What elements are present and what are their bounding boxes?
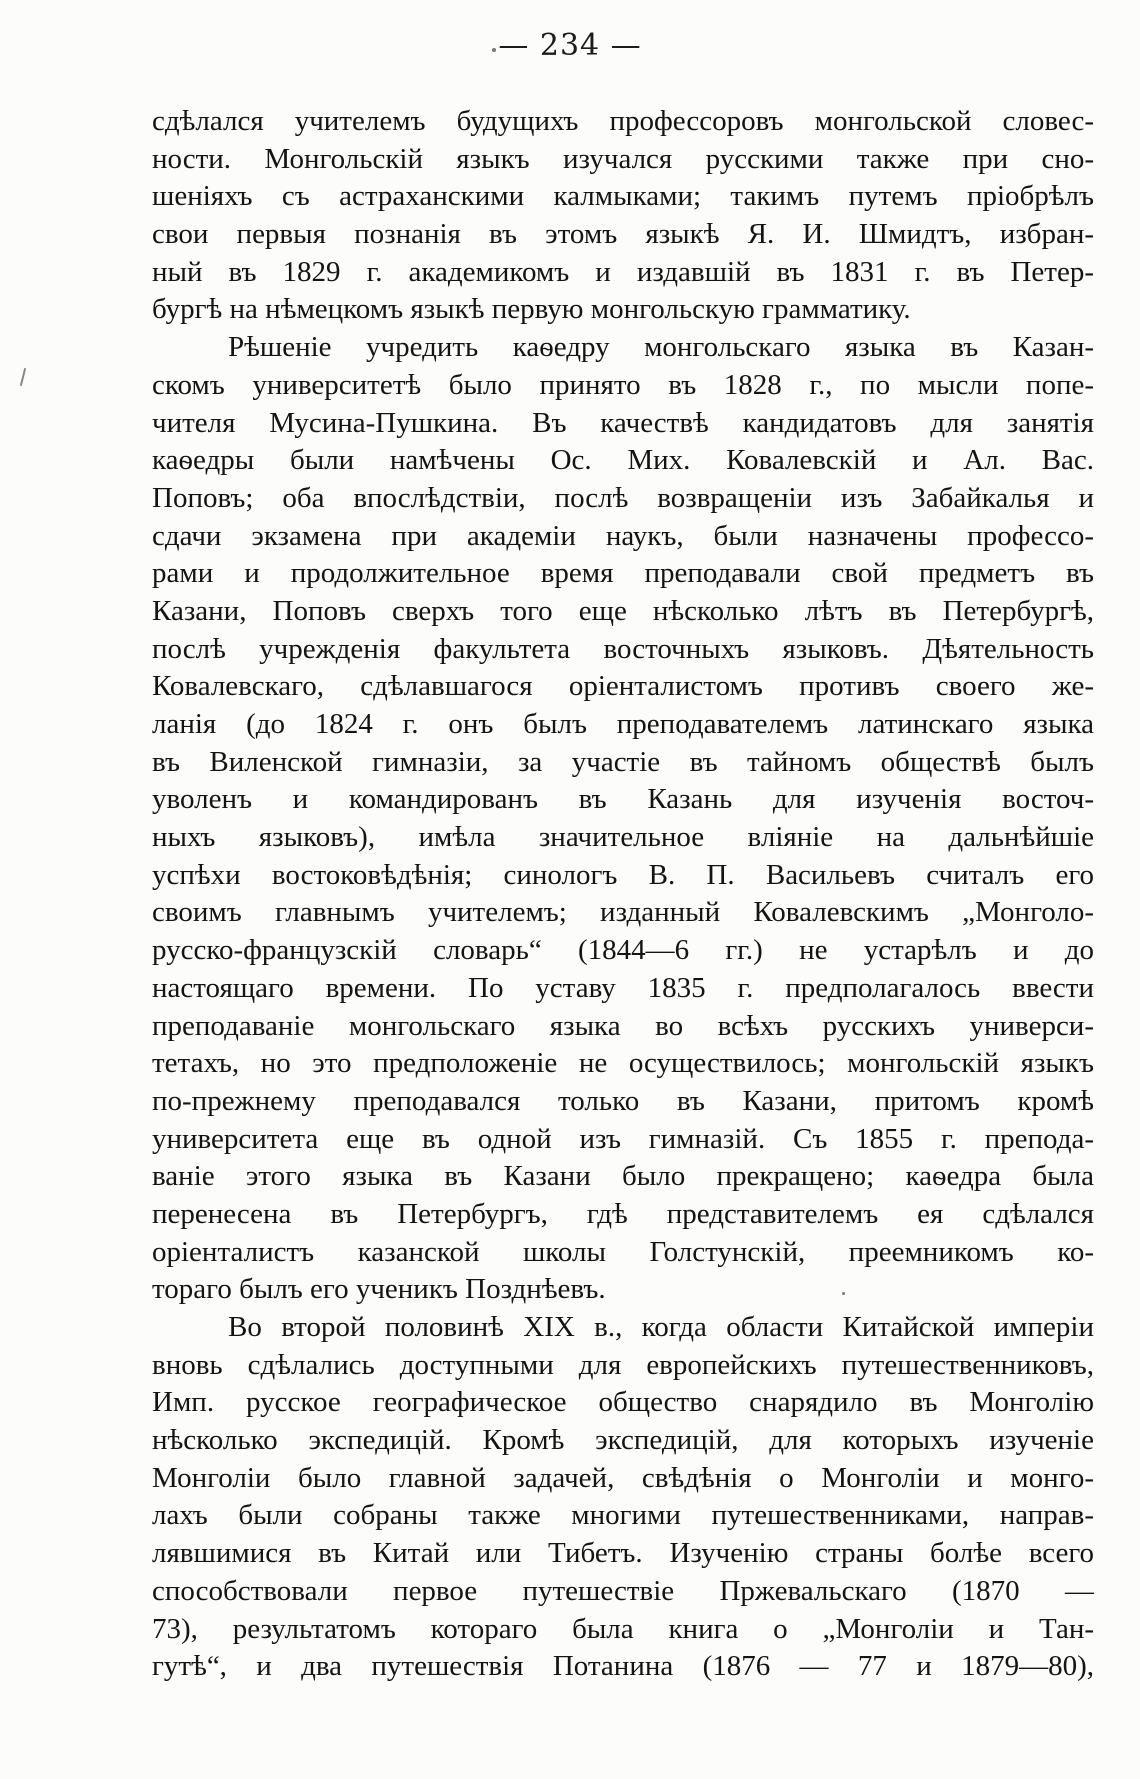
text-line: успѣхи востоковѣдѣнія; синологъ В. П. Васильевъ считалъ его xyxy=(152,858,1094,891)
margin-mark xyxy=(20,368,26,386)
body-text xyxy=(152,103,1094,1686)
text-line: чителя Мусина-Пушкина. Въ качествѣ кандидатовъ для занятія xyxy=(152,406,1094,439)
text-line: лявшимися въ Китай или Тибетъ. Изученію страны болѣе всего xyxy=(152,1537,1094,1570)
text-line: каѳедры были намѣчены Ос. Мих. Ковалевскій и Ал. Вас. xyxy=(152,444,1094,477)
text-line: оріенталистъ казанской школы Голстунскій, преемникомъ ко- xyxy=(152,1235,1094,1268)
text-line: послѣ учрежденія факультета восточныхъ языковъ. Дѣятельность xyxy=(152,632,1094,665)
text-line: Монголіи было главной задачей, свѣдѣнія о Монголіи и монго- xyxy=(152,1461,1094,1494)
text-line: ланія (до 1824 г. онъ былъ преподавателемъ латинскаго языка xyxy=(152,708,1094,740)
text-line: ныхъ языковъ), имѣла значительное вліяніе на дальнѣйшіе xyxy=(152,821,1094,854)
text-line: сдачи экзамена при академіи наукъ, были назначены профессо- xyxy=(152,519,1094,552)
text-line: нѣсколько экспедицій. Кромѣ экспедицій, для которыхъ изученіе xyxy=(152,1424,1094,1457)
text-line: ный въ 1829 г. академикомъ и издавшій въ 1831 г. въ Петер- xyxy=(152,255,1094,288)
text-line: преподаваніе монгольскаго языка во всѣхъ русскихъ универси- xyxy=(152,1009,1094,1042)
text-line: лахъ были собраны также многими путешественниками, направ- xyxy=(152,1499,1094,1532)
text-line: перенесена въ Петербургъ, гдѣ представителемъ ея сдѣлался xyxy=(152,1197,1094,1230)
text-line: по-прежнему преподавался только въ Казани, притомъ кромѣ xyxy=(152,1084,1094,1117)
text-line: гутѣ“, и два путешествія Потанина (1876 — 77 и 1879—80), xyxy=(152,1650,1094,1683)
text-line: въ Виленской гимназіи, за участіе въ тайномъ обществѣ былъ xyxy=(152,745,1094,778)
text-line: университета еще въ одной изъ гимназій. Съ 1855 г. препода- xyxy=(152,1122,1094,1155)
text-line: ваніе этого языка въ Казани было прекращено; каѳедра была xyxy=(152,1160,1094,1193)
text-line: тораго былъ его ученикъ Позднѣевъ. xyxy=(152,1273,606,1306)
text-line: Во второй половинѣ XIX в., когда области Китайской имперіи xyxy=(228,1311,1094,1343)
text-line: Ковалевскаго, сдѣлавшагося оріенталистомъ противъ своего же- xyxy=(152,670,1094,703)
paper-speck xyxy=(492,48,496,52)
text-line: вновь сдѣлались доступными для европейскихъ путешественниковъ, xyxy=(152,1348,1094,1381)
text-line: уволенъ и командированъ въ Казань для изученія восточ- xyxy=(152,783,1094,816)
page-number: — 234 — xyxy=(498,28,642,63)
text-line: сдѣлался учителемъ будущихъ профессоровъ монгольской словес- xyxy=(152,105,1094,137)
text-line: Казани, Поповъ сверхъ того еще нѣсколько лѣтъ въ Петербургѣ, xyxy=(152,594,1094,627)
text-line: способствовали первое путешествіе Пржевальскаго (1870 — xyxy=(152,1574,1094,1607)
text-line: Рѣшеніе учредить каѳедру монгольскаго языка въ Казан- xyxy=(228,331,1094,364)
text-line: Имп. русское географическое общество снарядило въ Монголію xyxy=(152,1386,1094,1419)
text-line: 73), результатомъ котораго была книга о „Монголіи и Тан- xyxy=(152,1612,1094,1645)
text-line: шеніяхъ съ астраханскими калмыками; такимъ путемъ пріобрѣлъ xyxy=(152,180,1094,213)
text-line: скомъ университетѣ было принято въ 1828 г., по мысли попе- xyxy=(152,368,1094,401)
text-line: Поповъ; оба впослѣдствіи, послѣ возвращеніи изъ Забайкалья и xyxy=(152,481,1094,514)
text-line: своимъ главнымъ учителемъ; изданный Ковалевскимъ „Монголо- xyxy=(152,896,1094,929)
text-line: бургѣ на нѣмецкомъ языкѣ первую монгольскую грамматику. xyxy=(152,293,911,326)
text-line: тетахъ, но это предположеніе не осуществилось; монгольскій языкъ xyxy=(152,1047,1094,1080)
text-line: свои первыя познанія въ этомъ языкѣ Я. И. Шмидтъ, избран- xyxy=(152,218,1094,251)
text-line: настоящаго времени. По уставу 1835 г. предполагалось ввести xyxy=(152,971,1094,1004)
text-line: рами и продолжительное время преподавали свой предметъ въ xyxy=(152,557,1094,590)
text-line: русско-французскій словарь“ (1844—6 гг.) не устарѣлъ и до xyxy=(152,934,1094,967)
text-line: ности. Монгольскій языкъ изучался русскими также при сно- xyxy=(152,142,1094,175)
